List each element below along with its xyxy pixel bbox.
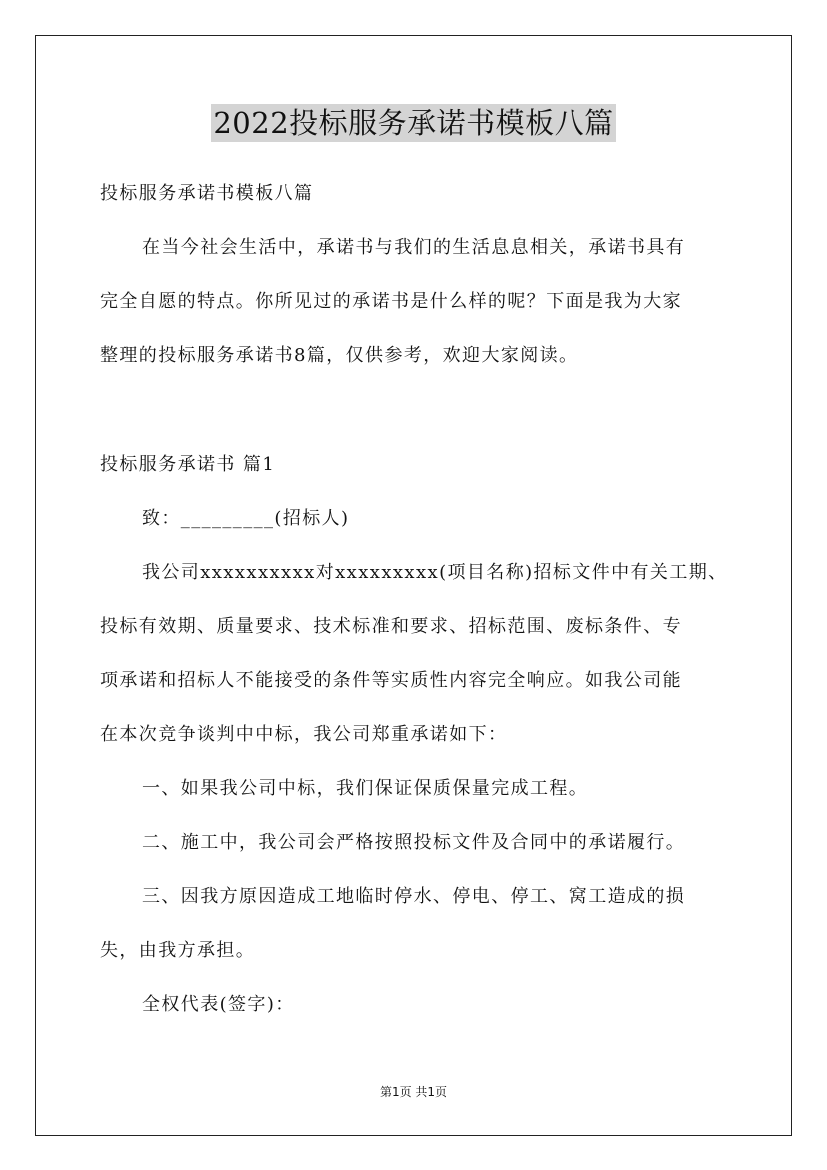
- promise-item-3-cont: 失，由我方承担。: [100, 940, 256, 961]
- intro-line-1: 在当今社会生活中，承诺书与我们的生活息息相关，承诺书具有: [142, 237, 686, 258]
- body-line-1: 我公司xxxxxxxxxx对xxxxxxxxx(项目名称)招标文件中有关工期、: [142, 562, 728, 583]
- promise-item-2: 二、施工中，我公司会严格按照投标文件及合同中的承诺履行。: [142, 832, 686, 853]
- document-title: 2022投标服务承诺书模板八篇: [213, 106, 614, 140]
- promise-item-3: 三、因我方原因造成工地临时停水、停电、停工、窝工造成的损: [142, 886, 686, 907]
- page-footer: 第1页 共1页: [379, 1085, 448, 1099]
- promise-item-1: 一、如果我公司中标，我们保证保质保量完成工程。: [142, 778, 589, 799]
- addressee-line: 致：_________(招标人): [142, 508, 350, 529]
- body-line-4: 在本次竞争谈判中中标，我公司郑重承诺如下：: [100, 724, 508, 745]
- title-container: [0, 104, 827, 142]
- body-line-2: 投标有效期、质量要求、技术标准和要求、招标范围、废标条件、专: [100, 616, 682, 637]
- body-line-3: 项承诺和招标人不能接受的条件等实质性内容完全响应。如我公司能: [100, 670, 682, 691]
- signature-line: 全权代表(签字)：: [142, 994, 295, 1015]
- intro-line-3: 整理的投标服务承诺书8篇，仅供参考，欢迎大家阅读。: [100, 345, 579, 366]
- intro-line-2: 完全自愿的特点。你所见过的承诺书是什么样的呢？下面是我为大家: [100, 291, 682, 312]
- section-heading: 投标服务承诺书 篇1: [100, 454, 276, 475]
- subtitle-line: 投标服务承诺书模板八篇: [100, 183, 314, 204]
